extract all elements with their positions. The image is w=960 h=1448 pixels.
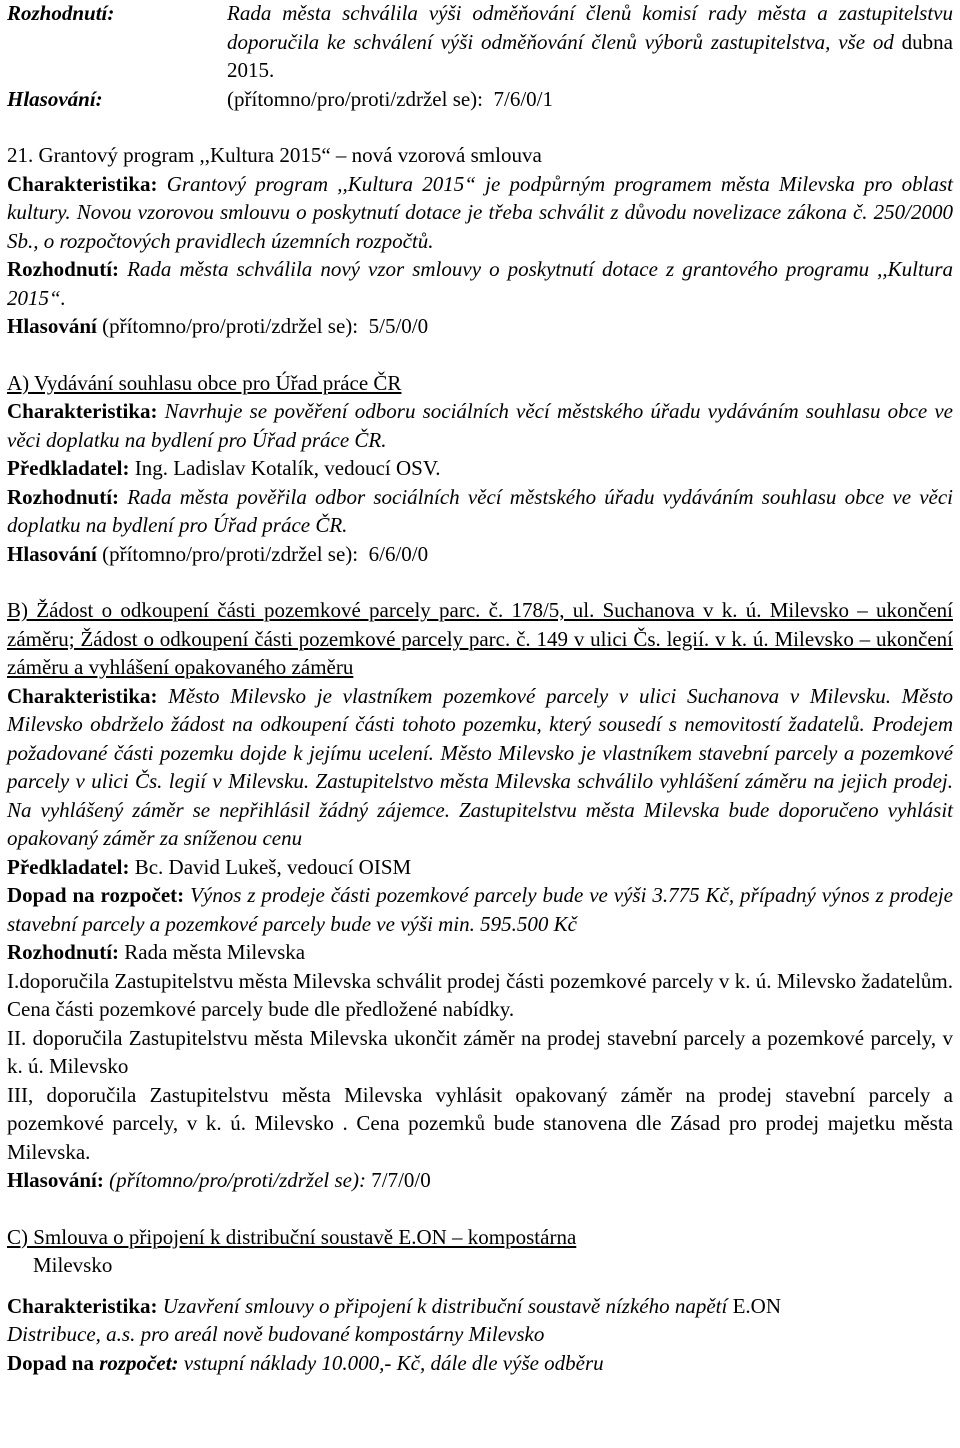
vote-label: Hlasování: [7,86,103,111]
item-b-title: B) Žádost o odkoupení části pozemkové parcely parc. č. 178/5, ul. Suchanova v k. ú. Milevsko – ukončení záměru; Žádost o odkoupení části pozemkové parcely parc. č. 149 v ulici Čs. legií. v k. ú. Milevsko – ukončení záměru a vyhlášení opakovaného záměru [7,598,953,679]
item-b-characteristics: Charakteristika: Město Milevsko je vlastníkem pozemkové parcely v ulici Suchanova v Milevsku. Město Milevsko obdrželo žádost na odkoupení části tohoto pozemku, který sousedí s nemovitostí žadatelů. Prodejem požadované části pozemku dojde k jejímu ucelení. Město Milevsko je vlastníkem stavební parcely a pozemkové parcely v ulici Čs. legií v Milevsku. Zastupitelstvo města Milevska schválilo vyhlášení záměru na jejich prodej. Na vyhlášený záměr se nepřihlásil žádný zájemce. Zastupitelstvu města Milevska bude doporučeno vyhlásit opakovaný záměr za sníženou cenu [7,683,953,850]
item-b-point-3: III, doporučila Zastupitelstvu města Milevska vyhlásit opakovaný záměr na prodej stavební parcely a pozemkové parcely, v k. ú. Milevsko . Cena pozemků bude stanovena dle Zásad pro prodej majetku města Milevska. [7,1082,953,1164]
decision-date: dubna 2015. [227,29,953,82]
item-a-title: A) Vydávání souhlasu obce pro Úřad práce ČR [7,370,402,395]
item-c-characteristics: Charakteristika: Uzavření smlouvy o připojení k distribuční soustavě nízkého napětí E.ON [7,1293,782,1318]
vote-result: 7/6/0/1 [493,86,554,111]
decision-text: Rada města schválila výši odměňování členů komisí rady města a zastupitelstvu doporučila ke schválení výši odměňování členů výborů zastupitelstva, vše od dubna 2015. [227,1,953,82]
item-21-decision: Rozhodnutí: Rada města schválila nový vzor smlouvy o poskytnutí dotace z grantového programu ,,Kultura 2015“. [7,257,954,310]
item-21-title: 21. Grantový program ,,Kultura 2015“ – nová vzorová smlouva [7,143,542,167]
item-b-point-2: II. doporučila Zastupitelstvu města Milevska ukončit záměr na prodej stavební parcely a pozemkové parcely, v k. ú. Milevsko [7,1025,953,1078]
item-b-decision: Rozhodnutí: Rada města Milevska [7,940,306,964]
item-c-budget-impact: Dopad na rozpočet: vstupní náklady 10.000,- Kč, dále dle výše odběru [7,1350,604,1375]
item-b-point-1: I.doporučila Zastupitelstvu města Milevska schválit prodej části pozemkové parcely v k. ú. Milevsko žadatelům. Cena části pozemkové parcely bude dle předložené nabídky. [7,968,953,1021]
item-c-title-line-2: Milevsko [33,1253,113,1277]
item-b-vote: Hlasování: (přítomno/pro/proti/zdržel se): 7/7/0/0 [7,1168,431,1192]
item-21-characteristics: Charakteristika: Grantový program ,,Kultura 2015“ je podpůrným programem města Milevska pro oblast kultury. Novou vzorovou smlouvu o poskytnutí dotace je třeba schválit z důvodu novelizace zákona č. 250/2000 Sb., o rozpočtových pravidlech územních rozpočtů. [7,171,953,253]
item-a-vote: Hlasování (přítomno/pro/proti/zdržel se): 6/6/0/0 [7,541,429,566]
item-b-budget-impact: Dopad na rozpočet: Výnos z prodeje části pozemkové parcely bude ve výši 3.775 Kč, případný výnos z prodeje stavební parcely a pozemkové parcely bude ve výši min. 595.500 Kč [7,883,954,936]
spacer [7,113,953,141]
item-21-vote-result: 5/5/0/0 [368,314,429,338]
item-c-characteristics-company: E.ON [732,1293,782,1318]
item-b-vote-result: 7/7/0/0 [371,1168,431,1192]
item-a-characteristics: Charakteristika: Navrhuje se pověření odboru sociálních věcí městského úřadu vydáváním souhlasu obce ve věci doplatku na bydlení pro Úřad práce ČR. [7,399,954,452]
item-b-submitter: Předkladatel: Bc. David Lukeš, vedoucí OISM [7,854,412,879]
item-a-vote-result: 6/6/0/0 [368,541,429,566]
item-c-title: C) Smlouva o připojení k distribuční soustavě E.ON – kompostárna [7,1224,577,1249]
item-a-decision: Rozhodnutí: Rada města pověřila odbor sociálních věcí městského úřadu vydáváním souhlasu obce ve věci doplatku na bydlení pro Úřad práce ČR. [7,484,953,537]
spacer [7,341,953,369]
spacer [7,1195,953,1223]
document-page [7,0,953,1377]
item-a-submitter: Předkladatel: Ing. Ladislav Kotalík, vedoucí OSV. [7,456,441,480]
spacer [7,1280,953,1292]
decision-label: Rozhodnutí: [7,1,115,25]
item-21-vote: Hlasování (přítomno/pro/proti/zdržel se): 5/5/0/0 [7,314,429,338]
vote-text: (přítomno/pro/proti/zdržel se): 7/6/0/1 [227,86,554,111]
vote-row [7,85,953,114]
spacer [7,568,953,596]
item-c-characteristics-line-2: Distribuce, a.s. pro areál nově budované kompostárny Milevsko [7,1322,545,1346]
decision-row [7,0,953,85]
